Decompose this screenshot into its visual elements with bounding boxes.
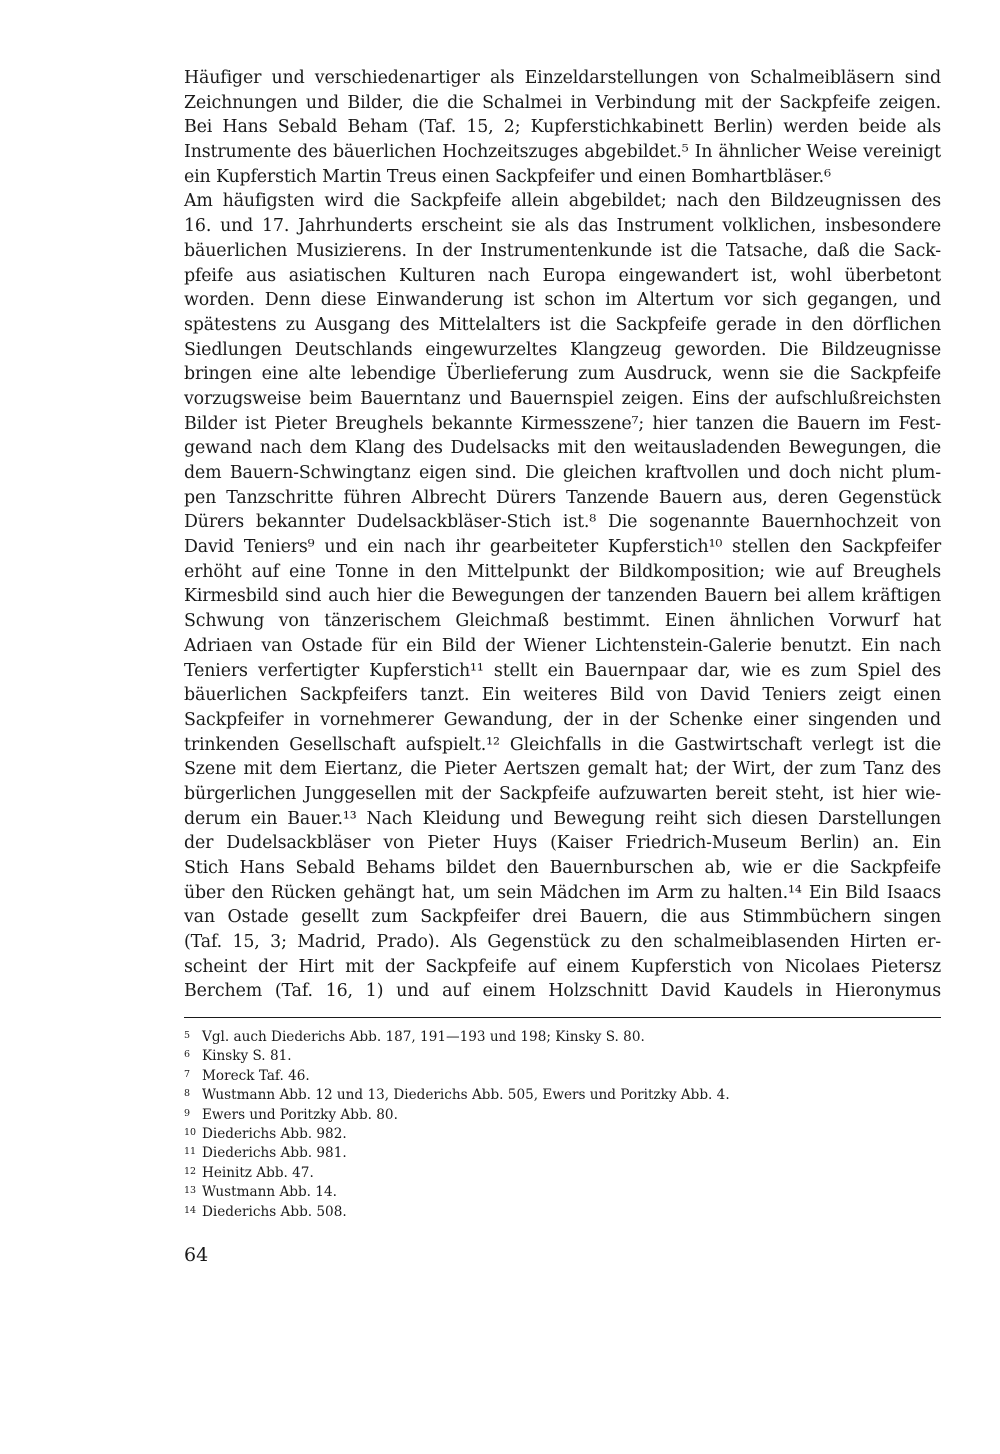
footnote-item	[184, 1162, 941, 1181]
footnote-number: 5	[184, 1030, 191, 1041]
text-line: erhöht auf eine Tonne in den Mittelpunkt der Bildkomposition; wie auf Breughels	[184, 561, 941, 582]
text-line: Instrumente des bäuerlichen Hochzeitszuges abgebildet.⁵ In ähnlicher Weise vereinigt	[184, 142, 941, 163]
footnote-number: 14	[184, 1204, 197, 1216]
footnote-number: 9	[184, 1107, 191, 1119]
text-line: bringen eine alte lebendige Überlieferung zum Ausdruck, wenn sie die Sackpfeife	[184, 364, 941, 385]
footnote-item	[184, 1104, 941, 1123]
footnote-number: 7	[184, 1068, 191, 1080]
footnote-number: 11	[184, 1146, 197, 1158]
text-line: bäuerlichen Musizierens. In der Instrumentenkunde ist die Tatsache, daß die Sack-	[184, 240, 941, 261]
text-line: dem Bauern-Schwingtanz eigen sind. Die gleichen kraftvollen und doch nicht plum-	[184, 463, 941, 483]
footnote-text: Moreck Taf. 46.	[202, 1067, 310, 1084]
text-line: Adriaen van Ostade für ein Bild der Wiener Lichtenstein-Galerie benutzt. Ein nach	[184, 635, 941, 656]
text-line: pfeife aus asiatischen Kulturen nach Europa eingewandert ist, wohl überbetont	[184, 265, 941, 286]
main-text	[184, 66, 941, 1004]
text-line: scheint der Hirt mit der Sackpfeife auf einem Kupferstich von Nicolaes Pietersz	[184, 956, 941, 977]
text-line: Schwung von tänzerischem Gleichmaß bestimmt. Einen ähnlichen Vorwurf hat	[184, 611, 941, 632]
footnote-text: Heinitz Abb. 47.	[202, 1164, 314, 1181]
footnote-text: Wustmann Abb. 12 und 13, Diederichs Abb. 505, Ewers und Poritzky Abb. 4.	[202, 1087, 730, 1104]
footnote-number: 8	[184, 1088, 191, 1100]
footnote-text: Vgl. auch Diederichs Abb. 187, 191—193 und 198; Kinsky S. 80.	[202, 1029, 645, 1045]
footnote-text: Kinsky S. 81.	[202, 1048, 292, 1065]
text-line: 16. und 17. Jahrhunderts erscheint sie als das Instrument volklichen, insbesondere	[184, 216, 941, 237]
text-line: bäuerlichen Sackpfeifers tanzt. Ein weiteres Bild von David Teniers zeigt einen	[184, 685, 941, 706]
text-line: über den Rücken gehängt hat, um sein Mädchen im Arm zu halten.¹⁴ Ein Bild Isaacs	[184, 882, 941, 903]
footnote-item	[184, 1026, 941, 1045]
text-line: van Ostade gesellt zum Sackpfeifer drei Bauern, die aus Stimmbüchern singen	[184, 907, 941, 928]
text-line: derum ein Bauer.¹³ Nach Kleidung und Bewegung reiht sich diesen Darstellungen	[184, 808, 941, 829]
footnote-text: Ewers und Poritzky Abb. 80.	[202, 1106, 398, 1123]
text-line: vorzugsweise beim Bauerntanz und Bauernspiel zeigen. Eins der aufschlußreichsten	[184, 388, 941, 409]
text-line: spätestens zu Ausgang des Mittelalters ist die Sackpfeife gerade in den dörflichen	[184, 314, 941, 335]
text-line: Am häufigsten wird die Sackpfeife allein abgebildet; nach den Bildzeugnissen des	[184, 191, 941, 212]
text-line: pen Tanzschritte führen Albrecht Dürers Tanzende Bauern aus, deren Gegenstück	[184, 487, 941, 508]
text-line: Teniers verfertigter Kupferstich¹¹ stellt ein Bauernpaar dar, wie es zum Spiel des	[184, 660, 941, 681]
text-line: Stich Hans Sebald Behams bildet den Bauernburschen ab, wie er die Sackpfeife	[184, 858, 941, 878]
text-line: Bei Hans Sebald Beham (Taf. 15, 2; Kupferstichkabinett Berlin) werden beide als	[184, 117, 941, 138]
text-line: Dürers bekannter Dudelsackbläser-Stich ist.⁸ Die sogenannte Bauernhochzeit von	[184, 512, 941, 533]
text-line: trinkenden Gesellschaft aufspielt.¹² Gleichfalls in die Gastwirtschaft verlegt ist die	[184, 734, 941, 755]
footnote-divider	[184, 1017, 941, 1018]
footnote-text: Diederichs Abb. 981.	[202, 1145, 347, 1162]
footnote-text: Diederichs Abb. 508.	[202, 1203, 347, 1220]
text-line: Bilder ist Pieter Breughels bekannte Kirmesszene⁷; hier tanzen die Bauern im Fest-	[184, 413, 941, 434]
footnote-item	[184, 1123, 941, 1142]
text-line: David Teniers⁹ und ein nach ihr gearbeiteter Kupferstich¹⁰ stellen den Sackpfeifer	[184, 537, 941, 558]
footnote-number: 6	[184, 1049, 191, 1061]
text-line: ein Kupferstich Martin Treus einen Sackpfeifer und einen Bomhartbläser.⁶	[184, 166, 831, 187]
footnote-number: 10	[184, 1126, 197, 1138]
text-line: Sackpfeifer in vornehmerer Gewandung, der in der Schenke einer singenden und	[184, 709, 941, 730]
footnote-number: 12	[184, 1165, 197, 1177]
footnote-item	[184, 1181, 941, 1200]
footnote-item	[184, 1065, 941, 1084]
footnote-number: 13	[184, 1185, 197, 1197]
footnote-text: Diederichs Abb. 982.	[202, 1125, 347, 1142]
footnotes	[184, 1026, 941, 1220]
text-line: Szene mit dem Eiertanz, die Pieter Aertszen gemalt hat; der Wirt, der zum Tanz des	[184, 759, 941, 780]
text-line: der Dudelsackbläser von Pieter Huys (Kaiser Friedrich-Museum Berlin) an. Ein	[184, 833, 941, 854]
footnote-item	[184, 1045, 941, 1064]
text-line: Siedlungen Deutschlands eingewurzeltes Klangzeug geworden. Die Bildzeugnisse	[184, 339, 941, 360]
text-line: worden. Denn diese Einwanderung ist schon im Altertum vor sich gegangen, und	[184, 290, 941, 311]
text-line: Häufiger und verschiedenartiger als Einzeldarstellungen von Schalmeibläsern sind	[184, 68, 941, 88]
page-number: 64	[184, 1244, 209, 1266]
footnote-item	[184, 1142, 941, 1161]
text-line: Kirmesbild sind auch hier die Bewegungen der tanzenden Bauern bei allem kräftigen	[184, 586, 941, 607]
text-line: Zeichnungen und Bilder, die die Schalmei in Verbindung mit der Sackpfeife zeigen.	[184, 92, 941, 113]
text-line: (Taf. 15, 3; Madrid, Prado). Als Gegenstück zu den schalmeiblasenden Hirten er-	[184, 932, 941, 953]
text-line: Berchem (Taf. 16, 1) und auf einem Holzschnitt David Kaudels in Hieronymus	[184, 981, 941, 1002]
text-line: bürgerlichen Junggesellen mit der Sackpfeife aufzuwarten bereit steht, ist hier wie-	[184, 783, 941, 804]
footnote-text: Wustmann Abb. 14.	[202, 1184, 337, 1201]
text-line: gewand nach dem Klang des Dudelsacks mit den weitausladenden Bewegungen, die	[184, 438, 941, 459]
footnote-item	[184, 1084, 941, 1103]
footnote-item	[184, 1201, 941, 1220]
